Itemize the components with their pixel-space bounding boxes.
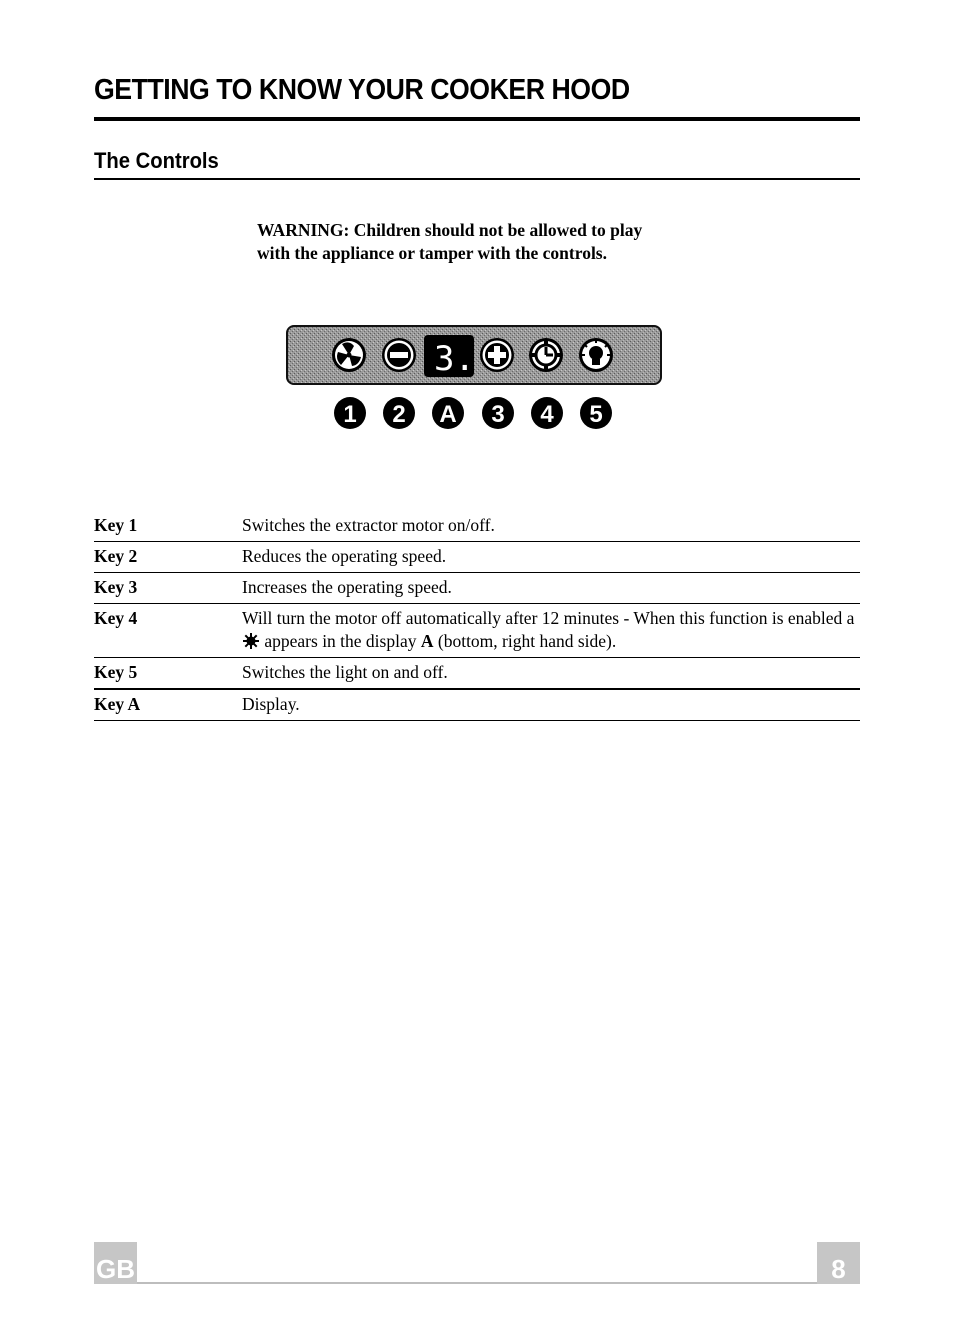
key-label: Key 4 — [94, 608, 138, 628]
footer-rule — [94, 1282, 860, 1284]
key-label: Key 2 — [94, 546, 138, 566]
fan-icon — [332, 338, 366, 372]
key-row-5 — [94, 658, 860, 690]
key-row-2 — [94, 542, 860, 573]
key-4-desc-part3: (bottom, right hand side). — [437, 631, 617, 651]
key-label: Key A — [94, 694, 141, 714]
key-label: Key 1 — [94, 515, 138, 535]
key-description: Display. — [242, 694, 300, 714]
key-label: Key 3 — [94, 577, 138, 597]
minus-icon — [382, 338, 416, 372]
section-title: The Controls — [94, 148, 219, 173]
key-row-a — [94, 690, 860, 721]
light-bulb-icon — [579, 338, 613, 372]
control-panel-svg — [286, 325, 662, 437]
key-label: Key 5 — [94, 662, 138, 682]
control-panel-illustration — [286, 325, 662, 437]
callout-2 — [383, 397, 415, 429]
language-badge: GB — [94, 1242, 137, 1284]
keys-table — [94, 511, 860, 721]
callout-3 — [482, 397, 514, 429]
star-icon — [242, 632, 260, 650]
callout-5 — [580, 397, 612, 429]
key-4-desc-part1: Will turn the motor off automatically after 12 minutes - When this function is enabled a — [242, 608, 855, 628]
page-title: GETTING TO KNOW YOUR COOKER HOOD — [94, 74, 630, 106]
svg-text:2: 2 — [392, 401, 406, 428]
svg-text:4: 4 — [540, 401, 554, 428]
key-4-desc-part2: appears in the display — [264, 631, 417, 651]
display-window — [424, 335, 475, 379]
key-description: Switches the extractor motor on/off. — [242, 515, 495, 535]
key-description — [242, 607, 860, 653]
key-description: Increases the operating speed. — [242, 577, 452, 597]
key-row-3 — [94, 573, 860, 604]
callout-1 — [334, 397, 366, 429]
timer-icon — [529, 338, 563, 372]
warning-line-2: with the appliance or tamper with the controls. — [257, 243, 607, 263]
key-row-4 — [94, 604, 860, 658]
svg-text:3: 3 — [491, 401, 505, 428]
svg-text:5: 5 — [589, 401, 603, 428]
callout-4 — [531, 397, 563, 429]
plus-icon — [480, 338, 514, 372]
page-number: 8 — [817, 1242, 860, 1284]
warning-line-1: WARNING: Children should not be allowed to play — [257, 220, 643, 240]
display-value: 3. — [434, 339, 475, 379]
warning-text — [257, 219, 697, 265]
section-rule — [94, 178, 860, 180]
key-row-1 — [94, 511, 860, 542]
key-description: Reduces the operating speed. — [242, 546, 447, 566]
svg-text:A: A — [439, 401, 457, 428]
key-4-desc-bold: A — [420, 631, 434, 651]
svg-text:1: 1 — [343, 401, 357, 428]
callout-a — [432, 397, 464, 429]
title-rule — [94, 117, 860, 121]
key-description: Switches the light on and off. — [242, 662, 448, 682]
